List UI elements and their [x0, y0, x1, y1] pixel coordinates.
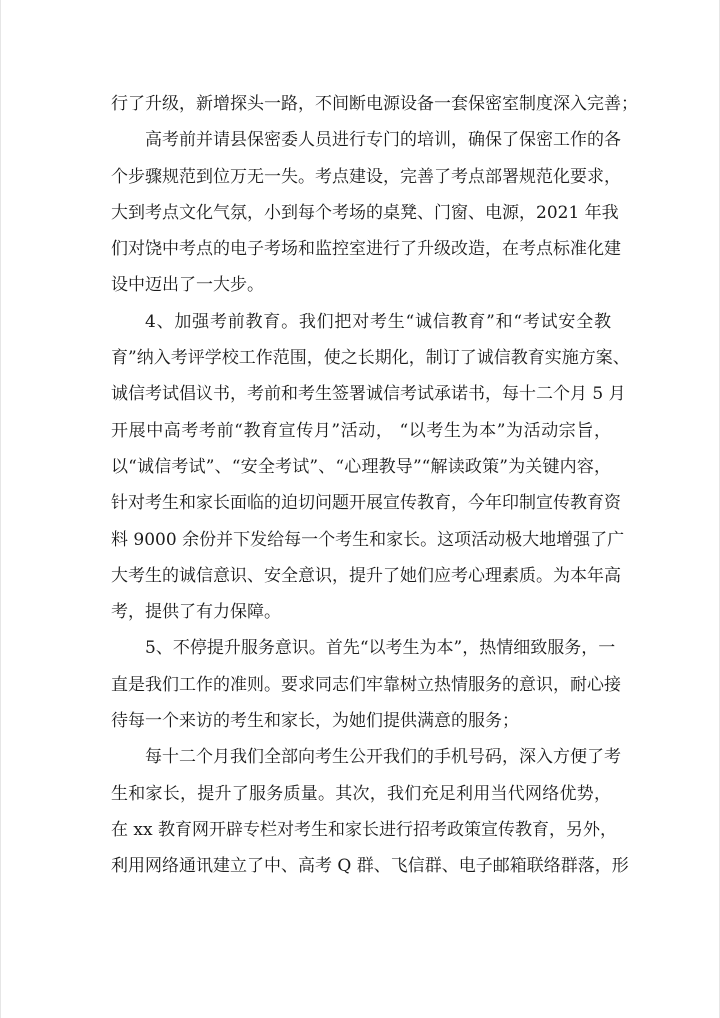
text-line: 行了升级，新增探头一路，不间断电源设备一套保密室制度深入完善； [111, 94, 638, 114]
paragraph [111, 304, 630, 631]
text-line: 们对饶中考点的电子考场和监控室进行了升级改造，在考点标准化建 [111, 239, 621, 260]
text-line: 生和家长，提升了服务质量。其次，我们充足利用当代网络优势， [111, 783, 611, 804]
text-line: 设中迈出了一大步。 [111, 275, 264, 296]
text-line: 在 xx 教育网开辟专栏对考生和家长进行招考政策宣传教育，另外， [111, 819, 617, 840]
text-line: 育”纳入考评学校工作范围，使之长期化，制订了诚信教育实施方案、 [111, 348, 630, 369]
text-line: 诚信考试倡议书，考前和考生签署诚信考试承诺书，每十二个月 5 月 [111, 384, 626, 405]
text-line: 待每一个来访的考生和家长，为她们提供满意的服务； [111, 711, 519, 732]
paragraph [111, 86, 638, 122]
paragraph [111, 122, 621, 303]
text-line: 高考前并请县保密委人员进行专门的培训，确保了保密工作的各 [145, 130, 621, 151]
paragraph [111, 739, 629, 884]
text-line: 针对考生和家长面临的迫切问题开展宣传教育，今年印制宣传教育资 [111, 493, 621, 514]
text-line: 料 9000 余份并下发给每一个考生和家长。这项活动极大地增强了广 [111, 529, 625, 550]
text-line: 5、不停提升服务意识。首先“以考生为本”，热情细致服务，一 [145, 638, 616, 659]
document-body [111, 86, 638, 885]
paragraph [111, 630, 621, 739]
text-line: 开展中高考考前“教育宣传月”活动， “以考生为本”为活动宗旨， [111, 420, 611, 441]
text-line: 大到考点文化气氛，小到每个考场的桌凳、门窗、电源，2021 年我 [111, 202, 619, 223]
text-line: 每十二个月我们全部向考生公开我们的手机号码，深入方便了考 [145, 747, 621, 768]
text-line: 以“诚信考试”、“安全考试”、“心理教导”“解读政策”为关键内容， [111, 456, 611, 477]
text-line: 直是我们工作的准则。要求同志们牢靠树立热情服务的意识，耐心接 [111, 674, 621, 695]
text-line: 考，提供了有力保障。 [111, 602, 281, 623]
text-line: 大考生的诚信意识、安全意识，提升了她们应考心理素质。为本年高 [111, 565, 621, 586]
text-line: 4、加强考前教育。我们把对考生“诚信教育”和“考试安全教 [145, 311, 611, 332]
text-line: 利用网络通讯建立了中、高考 Q 群、飞信群、电子邮箱联络群落，形 [111, 856, 629, 877]
text-line: 个步骤规范到位万无一失。考点建设，完善了考点部署规范化要求， [111, 166, 621, 187]
